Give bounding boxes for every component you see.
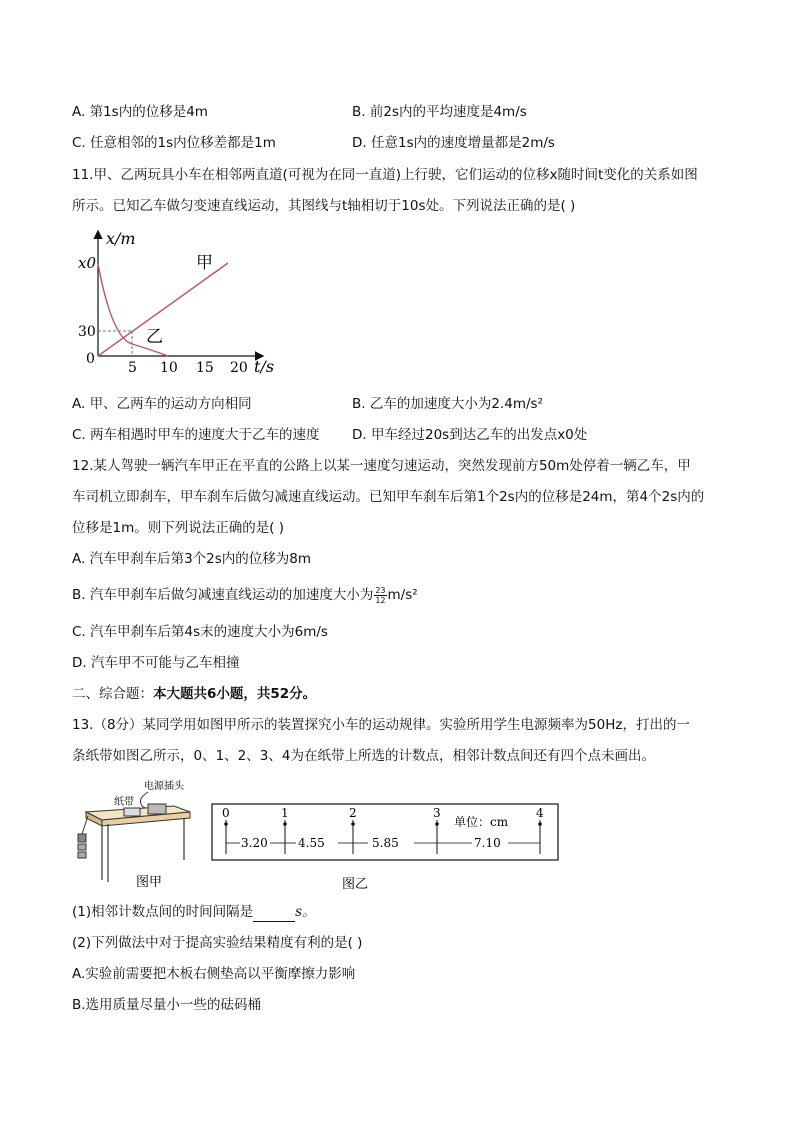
fig-jia-caption: 图甲 <box>136 875 163 890</box>
q12-stem-line2: 车司机立即刹车，甲车刹车后做匀减速直线运动。已知甲车刹车后第1个2s内的位移是24m，第4个2s内的 <box>72 489 705 505</box>
q10-option-d: D. 任意1s内的速度增量都是2m/s <box>352 135 555 151</box>
fig-jia-apparatus <box>72 778 200 890</box>
point-1: 1 <box>281 806 289 820</box>
q13-sub2: (2)下列做法中对于提高实验结果精度有利的是( ) <box>72 935 363 951</box>
q12-stem-line1: 12.某人驾驶一辆汽车甲正在平直的公路上以某一速度匀速运动，突然发现前方50m处停着一辆乙车，甲 <box>72 458 691 474</box>
fraction <box>374 586 386 605</box>
segment-0-1: 3.20 <box>241 836 268 850</box>
q13-sub1-unit: s。 <box>295 904 316 920</box>
q12-stem-line3: 位移是1m。则下列说法正确的是( ) <box>72 520 285 536</box>
q12-option-a: A. 汽车甲刹车后第3个2s内的位移为8m <box>72 551 312 567</box>
y-label-x0: x0 <box>78 254 97 272</box>
point-4: 4 <box>536 806 544 820</box>
q11-option-a: A. 甲、乙两车的运动方向相同 <box>72 396 252 412</box>
section-heading <box>72 684 316 704</box>
q13-stem-line1: 13.（8分）某同学用如图甲所示的装置探究小车的运动规律。实验所用学生电源频率为50Hz，打出的一 <box>72 717 690 733</box>
y-axis-label: x/m <box>106 229 136 248</box>
segment-2-3: 5.85 <box>372 836 399 850</box>
fig-yi-caption: 图乙 <box>342 877 369 892</box>
answer-blank[interactable] <box>253 907 295 922</box>
y-label-30: 30 <box>78 324 96 340</box>
point-3: 3 <box>433 806 441 820</box>
q12-option-d: D. 汽车甲不可能与乙车相撞 <box>72 655 240 671</box>
label-paper-tape: 纸带 <box>114 797 134 808</box>
unit-label: 单位：cm <box>454 815 509 829</box>
x-tick-5: 5 <box>128 360 137 376</box>
q13-option-b: B.选用质量尽量小一些的砝码桶 <box>72 997 262 1013</box>
point-2: 2 <box>349 806 357 820</box>
q10-option-b: B. 前2s内的平均速度是4m/s <box>352 104 527 120</box>
q13-sub1 <box>72 902 316 922</box>
q11-option-c: C. 两车相遇时甲车的速度大于乙车的速度 <box>72 427 320 443</box>
x-tick-10: 10 <box>160 360 178 376</box>
q11-stem-line1: 11.甲、乙两玩具小车在相邻两直道(可视为在同一直道)上行驶，它们运动的位移x随时间t变化的关系如图 <box>72 167 698 183</box>
label-jia: 甲 <box>196 253 213 273</box>
section-heading-prefix: 二、综合题： <box>72 686 153 702</box>
q11-option-b: B. 乙车的加速度大小为2.4m/s² <box>352 396 543 412</box>
label-yi: 乙 <box>146 327 163 347</box>
q12-option-b-unit: m/s² <box>387 587 418 603</box>
q12-option-b-text: B. 汽车甲刹车后做匀减速直线运动的加速度大小为 <box>72 587 374 603</box>
q10-option-c: C. 任意相邻的1s内位移差都是1m <box>72 135 276 151</box>
q13-sub1-text: (1)相邻计数点间的时间间隔是 <box>72 904 254 920</box>
label-power-plug: 电源插头 <box>144 781 184 792</box>
x-tick-20: 20 <box>230 360 248 376</box>
line-jia <box>98 263 228 356</box>
fraction-denominator: 12 <box>375 595 386 605</box>
section-heading-text: 本大题共6小题，共52分。 <box>153 686 317 702</box>
segment-1-2: 4.55 <box>298 836 325 850</box>
fraction-numerator: 23 <box>375 585 386 595</box>
tape-outline <box>212 804 558 860</box>
segment-3-4: 7.10 <box>474 836 501 850</box>
q13-option-a: A.实验前需要把木板右侧垫高以平衡摩擦力影响 <box>72 966 356 982</box>
point-0: 0 <box>222 806 230 820</box>
x-tick-15: 15 <box>196 360 214 376</box>
q11-option-d: D. 甲车经过20s到达乙车的出发点x0处 <box>352 427 588 443</box>
y-label-0: 0 <box>86 351 95 367</box>
fig-yi-paper-tape <box>210 802 562 892</box>
q11-xt-graph <box>72 226 292 378</box>
q11-stem-line2: 所示。已知乙车做匀变速直线运动，其图线与t轴相切于10s处。下列说法正确的是( ) <box>72 198 576 214</box>
q12-option-b <box>72 585 418 605</box>
q12-option-c: C. 汽车甲刹车后第4s末的速度大小为6m/s <box>72 624 328 640</box>
x-axis-label: t/s <box>254 357 275 376</box>
q10-option-a: A. 第1s内的位移是4m <box>72 104 208 120</box>
q13-stem-line2: 条纸带如图乙所示，0、1、2、3、4为在纸带上所选的计数点，相邻计数点间还有四个点未画出。 <box>72 748 655 764</box>
